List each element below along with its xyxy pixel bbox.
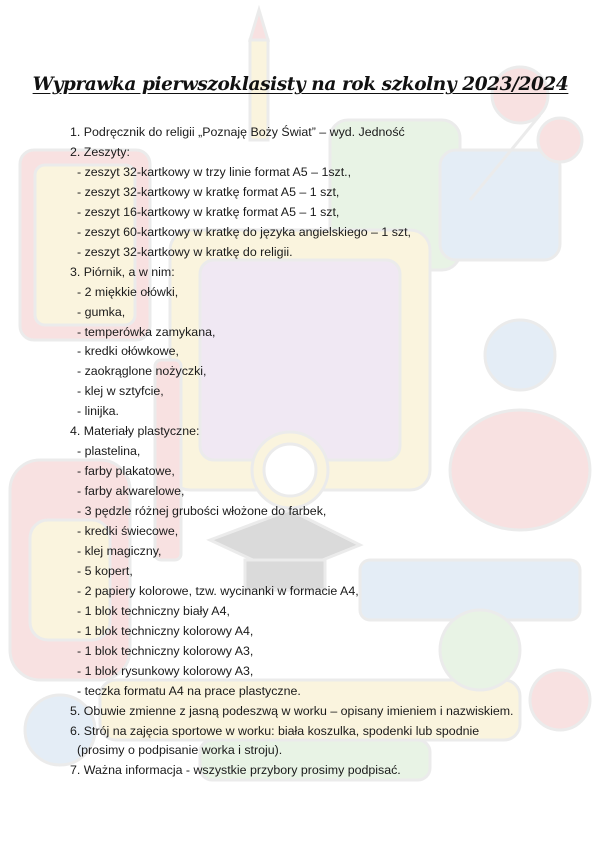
list-subitem: - klej w sztyfcie, <box>77 384 164 399</box>
list-subitem: - farby plakatowe, <box>77 464 175 479</box>
list-subitem: - 1 blok techniczny kolorowy A4, <box>77 623 254 638</box>
list-subitem: - zeszyt 32-kartkowy w kratkę do religii. <box>77 244 293 259</box>
list-item: 2. Zeszyty: <box>70 144 130 159</box>
list-subitem: - zaokrąglone nożyczki, <box>77 364 207 379</box>
list-subitem: - 2 miękkie ołówki, <box>77 284 179 299</box>
list-item: 3. Piórnik, a w nim: <box>70 264 175 279</box>
list-subitem: - klej magiczny, <box>77 543 162 558</box>
list-item-continuation: (prosimy o podpisanie worka i stroju). <box>77 743 283 758</box>
list-subitem: - gumka, <box>77 304 126 319</box>
list-subitem: - plastelina, <box>77 444 141 459</box>
list-subitem: - temperówka zamykana, <box>77 324 216 339</box>
list-subitem: - zeszyt 32-kartkowy w trzy linie format A5 – 1szt., <box>77 164 352 179</box>
list-subitem: - 3 pędzle różnej grubości włożone do farbek, <box>77 504 327 519</box>
list-subitem: - teczka formatu A4 na prace plastyczne. <box>77 683 301 698</box>
list-subitem: - 1 blok rysunkowy kolorowy A3, <box>77 663 254 678</box>
list-subitem: - 2 papiery kolorowe, tzw. wycinanki w formacie A4, <box>77 583 359 598</box>
page-title: Wyprawka pierwszoklasisty na rok szkolny 2023/2024 <box>32 74 569 95</box>
list-subitem: - 5 kopert, <box>77 563 133 578</box>
list-subitem: - 1 blok techniczny kolorowy A3, <box>77 643 254 658</box>
list-subitem: - linijka. <box>77 404 119 419</box>
list-subitem: - 1 blok techniczny biały A4, <box>77 603 230 618</box>
list-subitem: - zeszyt 16-kartkowy w kratkę format A5 – 1 szt, <box>77 204 340 219</box>
list-subitem: - zeszyt 32-kartkowy w kratkę format A5 – 1 szt, <box>77 184 340 199</box>
list-subitem: - kredki ołówkowe, <box>77 344 179 359</box>
list-item: 6. Strój na zajęcia sportowe w worku: biała koszulka, spodenki lub spodnie <box>70 723 480 738</box>
list-subitem: - farby akwarelowe, <box>77 484 185 499</box>
list-item: 5. Obuwie zmienne z jasną podeszwą w worku – opisany imieniem i nazwiskiem. <box>70 703 514 718</box>
list-item: 1. Podręcznik do religii „Poznaję Boży Świat” – wyd. Jedność <box>70 125 405 139</box>
list-item: 4. Materiały plastyczne: <box>70 424 200 439</box>
list-subitem: - zeszyt 60-kartkowy w kratkę do języka angielskiego – 1 szt, <box>77 224 411 239</box>
list-item: 7. Ważna informacja - wszystkie przybory prosimy podpisać. <box>70 763 401 778</box>
list-subitem: - kredki świecowe, <box>77 524 179 538</box>
